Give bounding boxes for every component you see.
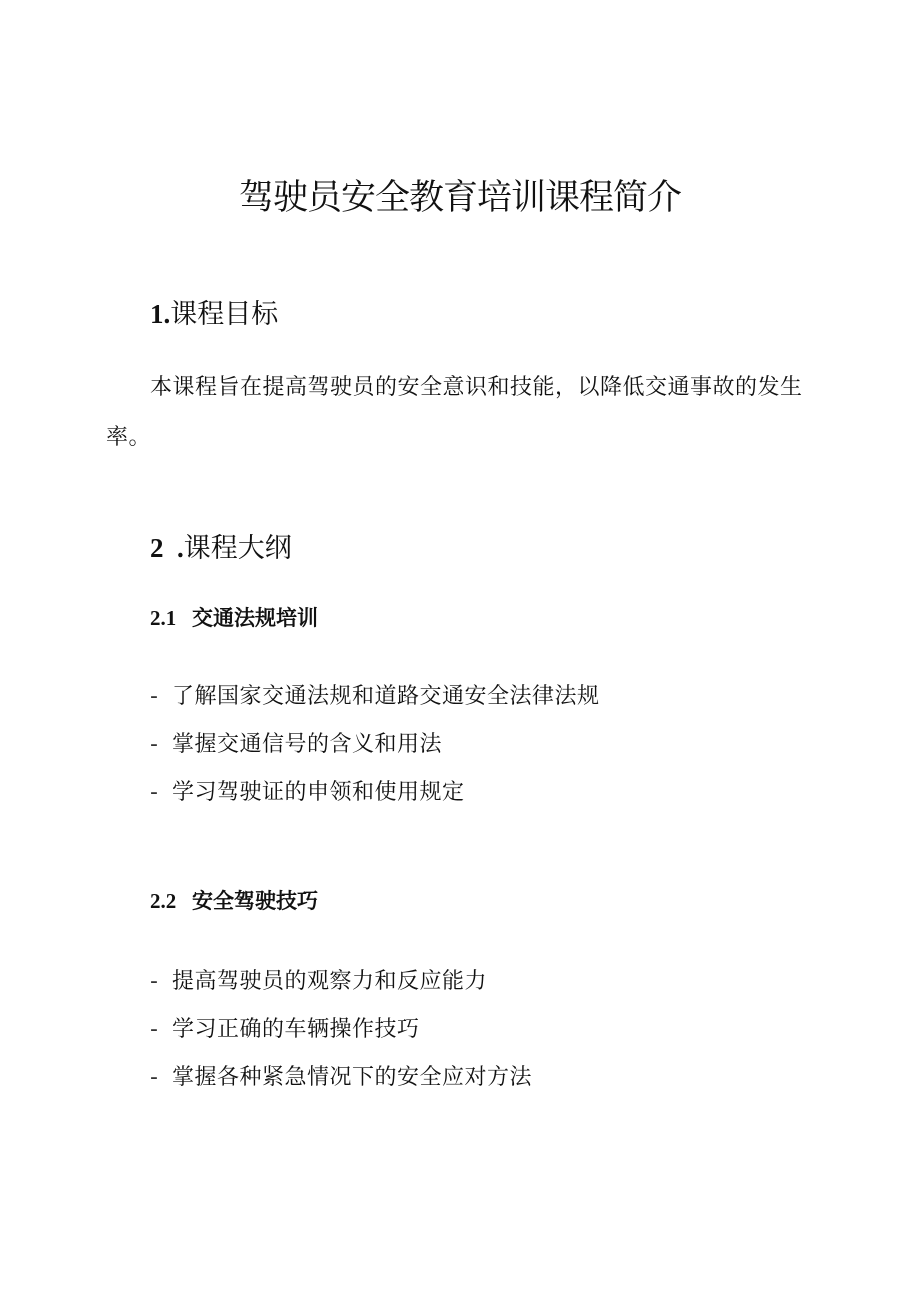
list-item xyxy=(150,769,600,817)
document-title: 驾驶员安全教育培训课程简介 xyxy=(238,178,681,218)
bullet-dash: - xyxy=(150,732,159,757)
list-item-text: 学习正确的车辆操作技巧 xyxy=(172,1017,420,1042)
list-item xyxy=(150,1054,532,1102)
section-1-heading xyxy=(150,296,278,333)
list-item xyxy=(150,1006,532,1054)
subsection-2-2-title: 安全驾驶技巧 xyxy=(192,889,318,913)
list-item xyxy=(150,958,532,1006)
list-item xyxy=(150,721,600,769)
subsection-2-1-number: 2.1 xyxy=(150,606,177,630)
bullet-dash: - xyxy=(150,780,159,805)
bullet-dash: - xyxy=(150,1065,159,1090)
list-item-text: 学习驾驶证的申领和使用规定 xyxy=(172,780,465,805)
list-item-text: 提高驾驶员的观察力和反应能力 xyxy=(172,969,488,994)
section-1-paragraph: 本课程旨在提高驾驶员的安全意识和技能，以降低交通事故的发生率。 xyxy=(106,375,803,450)
bullet-dash: - xyxy=(150,1017,159,1042)
section-2-number: 2 . xyxy=(150,533,184,563)
list-item-text: 掌握各种紧急情况下的安全应对方法 xyxy=(172,1065,533,1090)
subsection-2-2-list xyxy=(150,958,532,1102)
list-item-text: 掌握交通信号的含义和用法 xyxy=(172,732,443,757)
subsection-2-2-heading xyxy=(150,886,318,916)
section-1-title: 课程目标 xyxy=(170,299,279,330)
subsection-2-2-number: 2.2 xyxy=(150,889,177,913)
list-item-text: 了解国家交通法规和道路交通安全法律法规 xyxy=(172,684,600,709)
subsection-2-1-title: 交通法规培训 xyxy=(192,606,318,630)
section-1-number: 1. xyxy=(150,299,171,329)
bullet-dash: - xyxy=(150,684,159,709)
subsection-2-1-list xyxy=(150,673,600,817)
section-2-title: 课程大纲 xyxy=(183,533,292,564)
subsection-2-1-heading xyxy=(150,603,318,633)
list-item xyxy=(150,673,600,721)
section-2-heading xyxy=(150,530,292,567)
bullet-dash: - xyxy=(150,969,159,994)
